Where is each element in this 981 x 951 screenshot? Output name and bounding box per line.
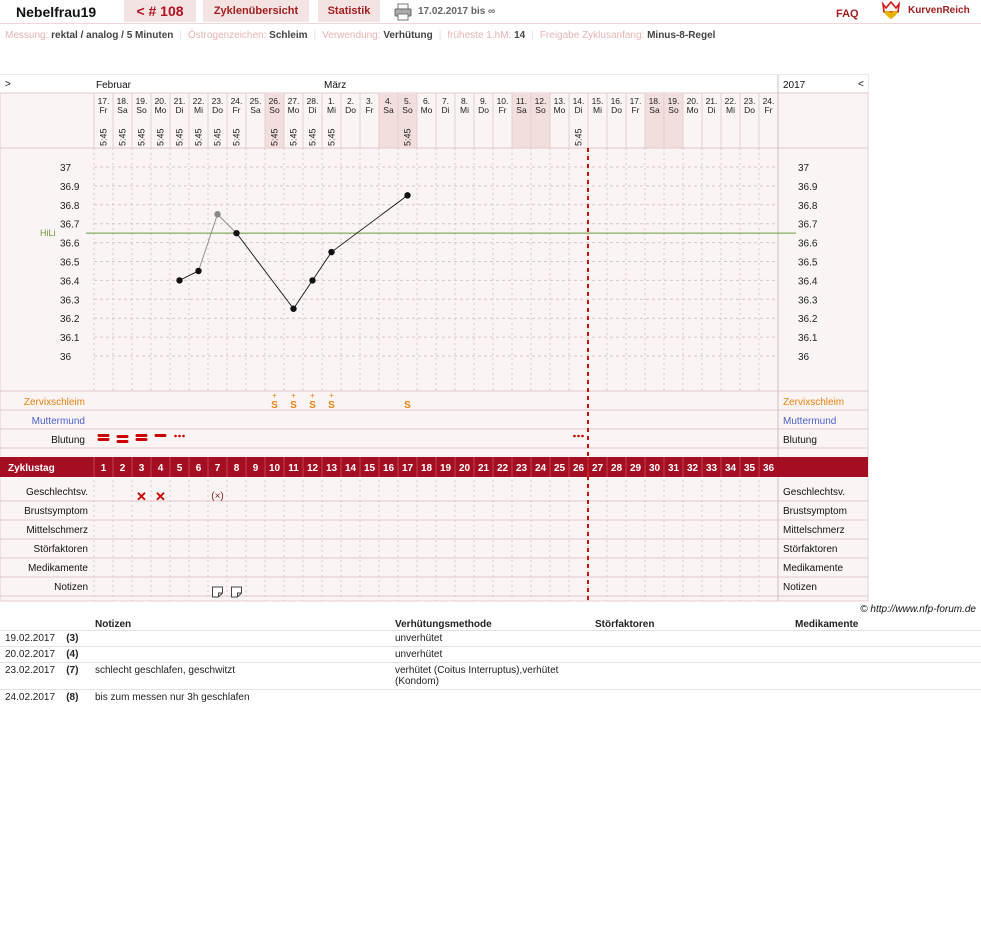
row-label-midpain: Mittelschmerz: [26, 525, 88, 536]
measure-time: 5:45: [174, 128, 185, 146]
cervix-plus: +: [310, 391, 315, 400]
row-notes: [90, 646, 390, 662]
row-label-disturb: Störfaktoren: [33, 544, 88, 555]
cycle-day-number: 15: [363, 463, 376, 474]
row-disturb: [590, 646, 790, 662]
row-label-cervix-right: Zervixschleim: [783, 397, 845, 408]
intercourse-mark: ✕: [155, 489, 166, 504]
cervix-symbol: S: [309, 400, 316, 411]
bleeding-bar: [117, 435, 129, 438]
cycle-day-number: 20: [458, 463, 471, 474]
meta-value: rektal / analog / 5 Minuten: [51, 30, 174, 41]
day-date: 17.: [97, 96, 110, 106]
cervix-plus: +: [329, 391, 334, 400]
temperature-point: [290, 306, 296, 312]
bleeding-bar: [98, 438, 110, 441]
tab-cycle-overview[interactable]: Zyklenübersicht: [203, 0, 309, 22]
y-tick-left: 36.5: [60, 257, 80, 269]
cycle-day-number: 3: [138, 463, 145, 474]
y-tick-right: 36: [798, 352, 810, 363]
cervix-plus: +: [272, 391, 277, 400]
cycle-day-number: 24: [534, 463, 547, 474]
notes-table-row: [0, 662, 981, 689]
y-tick-left: 37: [60, 163, 72, 174]
faq-link[interactable]: FAQ: [836, 8, 859, 20]
day-weekday: Mi: [593, 105, 602, 115]
day-weekday: Do: [478, 105, 489, 115]
cycle-day-number: 18: [420, 463, 433, 474]
cervix-symbol: S: [404, 400, 411, 411]
day-weekday: Fr: [99, 105, 108, 115]
day-weekday: Do: [611, 105, 622, 115]
year-label: 2017: [783, 80, 806, 91]
day-date: 2.: [346, 96, 355, 106]
day-date: 26.: [268, 96, 281, 106]
day-weekday: So: [535, 105, 546, 115]
day-weekday: Mo: [420, 105, 433, 115]
y-tick-right: 36.2: [798, 314, 818, 326]
printer-icon[interactable]: [394, 3, 412, 21]
y-tick-left: 36.1: [60, 333, 80, 345]
day-weekday: Mo: [686, 105, 699, 115]
row-label-cervix: Zervixschleim: [23, 397, 85, 408]
meta-separator: |: [531, 30, 534, 41]
notes-table-row: [0, 689, 981, 705]
day-date: 20.: [686, 96, 699, 106]
meta-value: Verhütung: [383, 30, 433, 41]
meta-key: Freigabe Zyklusanfang:: [539, 30, 648, 41]
notes-table: [0, 614, 981, 705]
cycle-day-number: 9: [252, 463, 259, 474]
bleeding-bar: [136, 438, 148, 441]
row-label-meds: Medikamente: [27, 563, 88, 574]
day-weekday: Fr: [232, 105, 241, 115]
measurement-settings: [5, 30, 721, 41]
day-weekday: So: [668, 105, 679, 115]
cycle-day-number: 25: [553, 463, 566, 474]
row-label-cycle-day: Zyklustag: [8, 463, 55, 474]
row-label-notes-right: Notizen: [783, 582, 817, 593]
day-weekday: Fr: [764, 105, 773, 115]
cycle-day-number: 32: [686, 463, 699, 474]
day-weekday: So: [269, 105, 280, 115]
row-disturb: [590, 630, 790, 646]
cycle-day-number: 30: [648, 463, 661, 474]
tab-statistics[interactable]: Statistik: [318, 0, 380, 22]
day-date: 9.: [479, 96, 488, 106]
y-tick-left: 36.9: [60, 181, 80, 193]
day-date: 8.: [460, 96, 469, 106]
bleeding-bar: [117, 440, 129, 443]
bleeding-dot: [577, 435, 580, 438]
intercourse-mark: ✕: [136, 489, 147, 504]
day-date: 18.: [116, 96, 129, 106]
cervix-symbol: S: [271, 400, 278, 411]
day-date: 28.: [306, 96, 319, 106]
day-weekday: Mi: [726, 105, 735, 115]
cycle-day-number: 28: [610, 463, 623, 474]
copyright-text: © http://www.nfp-forum.de: [860, 604, 976, 615]
row-notes: [90, 630, 390, 646]
measure-time: 5:45: [231, 128, 242, 146]
cycle-day-number: 12: [306, 463, 319, 474]
row-label-intercourse: Geschlechtsv.: [25, 487, 88, 498]
temperature-point: [176, 277, 182, 283]
day-date: 14.: [572, 96, 585, 106]
meta-key: Östrogenzeichen:: [188, 30, 270, 41]
notes-table-row: [0, 630, 981, 646]
row-label-meds-right: Medikamente: [783, 563, 844, 574]
row-label-mouth: Muttermund: [31, 416, 85, 427]
day-date: 21.: [705, 96, 718, 106]
row-method: [390, 689, 590, 705]
row-date-text: 23.02.2017: [5, 664, 56, 676]
row-disturb: [590, 689, 790, 705]
y-tick-left: 36.8: [60, 200, 80, 212]
measure-time: 5:45: [573, 128, 584, 146]
row-label-breast-right: Brustsymptom: [783, 506, 847, 517]
row-cycle-day: (7): [66, 664, 79, 676]
day-weekday: Di: [574, 105, 583, 115]
day-date: 21.: [173, 96, 186, 106]
row-notes: bis zum messen nur 3h geschlafen: [90, 689, 390, 705]
day-date: 1.: [327, 96, 336, 106]
day-weekday: So: [402, 105, 413, 115]
cycle-day-number: 23: [515, 463, 528, 474]
day-date: 22.: [724, 96, 737, 106]
measure-time: 5:45: [288, 128, 299, 146]
day-date: 24.: [230, 96, 243, 106]
intercourse-protected-mark: (×): [211, 491, 224, 502]
day-date: 24.: [762, 96, 775, 106]
day-weekday: Sa: [117, 105, 128, 115]
cycle-day-number: 29: [629, 463, 642, 474]
day-weekday: Do: [744, 105, 755, 115]
row-disturb: [590, 662, 790, 689]
meta-key: früheste 1.hM:: [447, 30, 515, 41]
day-weekday: Sa: [383, 105, 394, 115]
cycle-day-number: 11: [288, 463, 299, 474]
chart-panel: [0, 75, 868, 601]
measure-time: 5:45: [98, 128, 109, 146]
header-divider: [0, 23, 981, 24]
row-label-mouth-right: Muttermund: [783, 416, 837, 427]
heart-crown-icon: [880, 0, 902, 20]
day-weekday: Do: [345, 105, 356, 115]
day-weekday: Di: [175, 105, 184, 115]
row-date-text: 19.02.2017: [5, 632, 56, 644]
row-date: [0, 662, 90, 689]
meta-value: Schleim: [269, 30, 308, 41]
day-date: 23.: [211, 96, 224, 106]
day-weekday: Fr: [498, 105, 507, 115]
bleeding-dot: [178, 435, 181, 438]
cervix-symbol: S: [328, 400, 335, 411]
day-weekday: Mo: [154, 105, 167, 115]
measure-time: 5:45: [117, 128, 128, 146]
row-cycle-day: (3): [66, 632, 79, 644]
row-date-text: 20.02.2017: [5, 648, 56, 660]
bleeding-bar: [98, 434, 110, 437]
cycle-day-number: 13: [325, 463, 338, 474]
day-weekday: Sa: [649, 105, 660, 115]
row-label-disturb-right: Störfaktoren: [783, 544, 838, 555]
row-meds: [790, 630, 981, 646]
temperature-point: [328, 249, 334, 255]
cycle-day-number: 17: [401, 463, 414, 474]
day-date: 5.: [403, 96, 412, 106]
y-tick-right: 36.6: [798, 238, 818, 250]
date-range: 17.02.2017 bis ∞: [418, 6, 496, 17]
nav-prev-button[interactable]: >: [5, 79, 11, 90]
cycle-day-number: 35: [743, 463, 756, 474]
day-date: 16.: [610, 96, 623, 106]
day-date: 3.: [365, 96, 374, 106]
day-date: 27.: [287, 96, 300, 106]
day-weekday: So: [136, 105, 147, 115]
cycle-day-number: 10: [268, 463, 281, 474]
logo-text[interactable]: KurvenReich: [908, 5, 970, 16]
month-label: Februar: [96, 80, 132, 91]
day-date: 17.: [629, 96, 642, 106]
cycle-day-number: 22: [496, 463, 509, 474]
day-date: 18.: [648, 96, 661, 106]
measure-time: 5:45: [193, 128, 204, 146]
day-date: 4.: [384, 96, 393, 106]
day-weekday: Fr: [631, 105, 640, 115]
day-weekday: Di: [441, 105, 450, 115]
cycle-chart: [0, 75, 976, 615]
bleeding-dot: [581, 435, 584, 438]
day-weekday: Mo: [553, 105, 566, 115]
header-disturb: Störfaktoren: [595, 618, 655, 630]
y-tick-right: 36.3: [798, 295, 818, 307]
day-date: 19.: [667, 96, 680, 106]
cycle-day-number: 8: [233, 463, 240, 474]
day-date: 15.: [591, 96, 604, 106]
measure-time: 5:45: [269, 128, 280, 146]
cycle-day-number: 19: [439, 463, 452, 474]
row-date: [0, 630, 90, 646]
temperature-point: [233, 230, 239, 236]
cycle-day-number: 21: [477, 463, 490, 474]
y-tick-left: 36: [60, 352, 72, 363]
row-meds: [790, 689, 981, 705]
measure-time: 5:45: [136, 128, 147, 146]
row-cycle-day: (8): [66, 691, 79, 703]
day-date: 25.: [249, 96, 262, 106]
cycle-day-number: 6: [195, 463, 202, 474]
nav-next-button[interactable]: <: [858, 79, 864, 90]
meta-separator: |: [179, 30, 182, 41]
cycle-day-number: 2: [119, 463, 126, 474]
measure-time: 5:45: [212, 128, 223, 146]
day-date: 19.: [135, 96, 148, 106]
notes-table-header: [0, 614, 981, 630]
cycle-day-number: 14: [344, 463, 357, 474]
day-date: 7.: [441, 96, 450, 106]
row-label-bleeding: Blutung: [51, 435, 85, 446]
cycle-day-number: 33: [705, 463, 718, 474]
row-method: unverhütet: [390, 646, 590, 662]
day-weekday: Mi: [460, 105, 469, 115]
cycle-day-number: 34: [724, 463, 737, 474]
temperature-point: [404, 192, 410, 198]
temperature-point: [214, 211, 220, 217]
header-notes: Notizen: [95, 618, 132, 630]
meta-value: Minus-8-Regel: [647, 30, 716, 41]
header-meds: Medikamente: [795, 618, 859, 630]
cycle-day-number: 1: [100, 463, 107, 474]
day-weekday: Sa: [250, 105, 261, 115]
cycle-selector[interactable]: < # 108: [124, 0, 196, 22]
day-date: 10.: [496, 96, 509, 106]
row-meds: [790, 646, 981, 662]
day-date: 22.: [192, 96, 205, 106]
measure-time: 5:45: [307, 128, 318, 146]
measure-time: 5:45: [402, 128, 413, 146]
cervix-symbol: S: [290, 400, 297, 411]
bleeding-bar: [136, 434, 148, 437]
meta-value: 14: [514, 30, 526, 41]
day-date: 6.: [422, 96, 431, 106]
cycle-day-number: 7: [214, 463, 221, 474]
row-notes: schlecht geschlafen, geschwitzt: [90, 662, 390, 689]
day-weekday: Mi: [327, 105, 336, 115]
header-method: Verhütungsmethode: [395, 618, 492, 630]
y-tick-left: 36.3: [60, 295, 80, 307]
meta-separator: |: [438, 30, 442, 41]
day-date: 12.: [534, 96, 547, 106]
y-tick-left: 36.4: [60, 276, 80, 288]
cervix-plus: +: [291, 391, 296, 400]
y-tick-right: 37: [798, 163, 810, 174]
meta-key: Verwendung:: [322, 30, 384, 41]
row-date-text: 24.02.2017: [5, 691, 56, 703]
bleeding-dot: [573, 435, 576, 438]
y-tick-right: 36.5: [798, 257, 818, 269]
bleeding-dot: [182, 435, 185, 438]
row-meds: [790, 662, 981, 689]
bleeding-dot: [174, 435, 177, 438]
day-weekday: Mi: [194, 105, 203, 115]
measure-time: 5:45: [155, 128, 166, 146]
row-date: [0, 689, 90, 705]
temperature-point: [195, 268, 201, 274]
day-date: 20.: [154, 96, 167, 106]
month-label: März: [324, 80, 347, 91]
day-weekday: Di: [707, 105, 716, 115]
measure-time: 5:45: [326, 128, 337, 146]
day-weekday: Mo: [287, 105, 300, 115]
y-tick-right: 36.1: [798, 333, 818, 345]
day-weekday: Sa: [516, 105, 527, 115]
day-date: 13.: [553, 96, 566, 106]
day-weekday: Di: [308, 105, 317, 115]
meta-separator: |: [313, 30, 317, 41]
username[interactable]: Nebelfrau19: [16, 4, 97, 20]
row-date: [0, 646, 90, 662]
notes-table-row: [0, 646, 981, 662]
row-cycle-day: (4): [66, 648, 79, 660]
row-method: unverhütet: [390, 630, 590, 646]
cycle-day-number: 16: [382, 463, 395, 474]
temperature-point: [309, 277, 315, 283]
cycle-day-number: 27: [591, 463, 604, 474]
y-tick-left: 36.6: [60, 238, 80, 250]
row-label-notes: Notizen: [54, 582, 88, 593]
y-tick-right: 36.7: [798, 219, 818, 231]
bleeding-bar: [155, 434, 167, 437]
cycle-day-number: 4: [157, 463, 164, 474]
day-date: 11.: [515, 96, 528, 106]
row-label-bleeding-right: Blutung: [783, 435, 817, 446]
y-tick-left: 36.2: [60, 314, 80, 326]
cycle-day-number: 36: [762, 463, 775, 474]
day-date: 23.: [743, 96, 756, 106]
cycle-day-number: 5: [176, 463, 183, 474]
row-label-intercourse-right: Geschlechtsv.: [783, 487, 846, 498]
row-label-breast: Brustsymptom: [24, 506, 88, 517]
cover-line-label: HiLi: [40, 228, 56, 239]
day-weekday: Fr: [365, 105, 374, 115]
y-tick-right: 36.9: [798, 181, 818, 193]
meta-key: Messung:: [5, 30, 52, 41]
y-tick-right: 36.8: [798, 200, 818, 212]
cycle-day-number: 26: [572, 463, 585, 474]
y-tick-right: 36.4: [798, 276, 818, 288]
day-weekday: Do: [212, 105, 223, 115]
y-tick-left: 36.7: [60, 219, 80, 231]
row-method: verhütet (Coitus Interruptus),verhütet (Kondom): [390, 662, 590, 689]
cycle-day-number: 31: [667, 463, 680, 474]
row-label-midpain-right: Mittelschmerz: [783, 525, 845, 536]
cycle-day-band: [0, 457, 868, 477]
